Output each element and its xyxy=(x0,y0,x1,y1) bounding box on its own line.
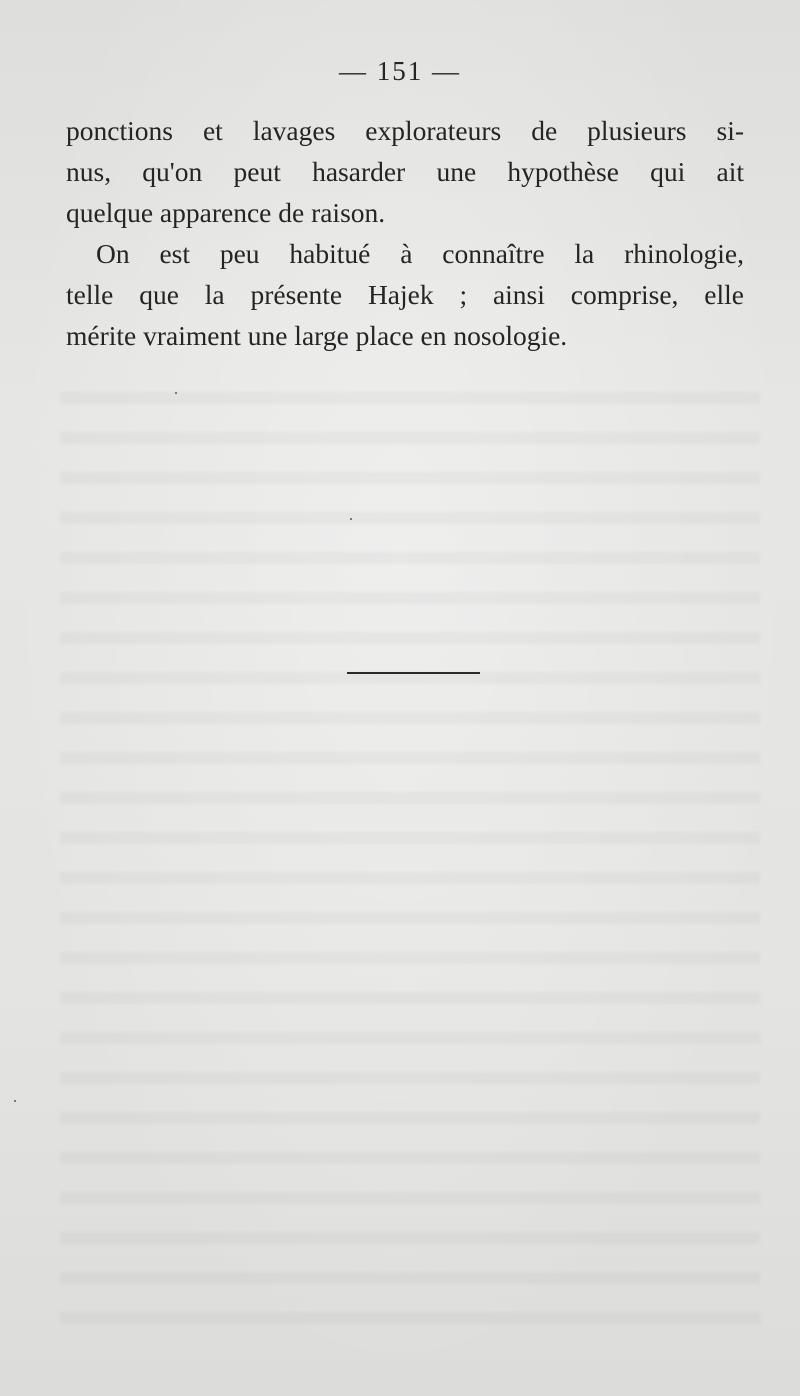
text-line: nus, qu'on peut hasarder une hypothèse qui ait xyxy=(66,156,744,187)
show-through-reverse-page xyxy=(60,370,760,1330)
text-line: ponctions et lavages explorateurs de plusieurs si- xyxy=(66,115,744,146)
body-text xyxy=(66,110,744,356)
text-line: mérite vraiment une large place en nosologie. xyxy=(66,320,568,351)
paper-speck xyxy=(175,392,177,394)
text-line: telle que la présente Hajek ; ainsi comprise, elle xyxy=(66,279,744,310)
text-line: quelque apparence de raison. xyxy=(66,197,386,228)
page-number: — 151 — xyxy=(339,56,461,86)
section-end-rule xyxy=(347,672,480,674)
text-line: On est peu habitué à connaître la rhinologie, xyxy=(96,238,744,269)
paper-speck xyxy=(14,1100,16,1102)
paper-speck xyxy=(350,518,352,520)
